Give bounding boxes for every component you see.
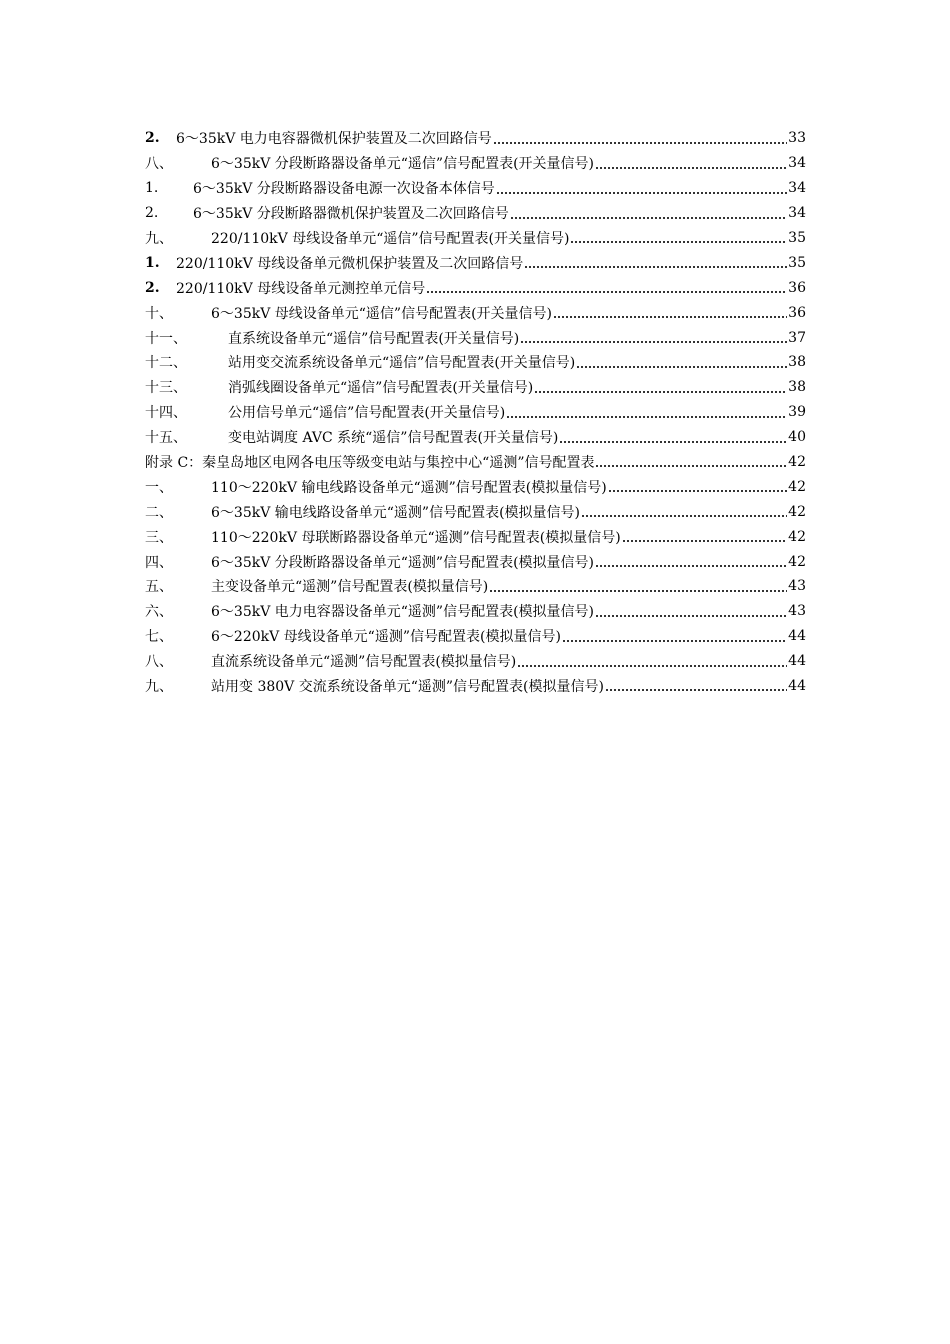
toc-entry-title: 站用变交流系统设备单元“遥信”信号配置表(开关量信号) [228,355,576,372]
toc-entry-page-number: 38 [788,379,806,396]
toc-entry-number: 九、 [145,679,173,696]
toc-entry-page-number: 40 [788,429,806,446]
toc-entry[interactable] [145,350,806,375]
toc-entry-title: 附录 C：秦皇岛地区电网各电压等级变电站与集控中心“遥测”信号配置表 [145,455,595,472]
toc-entry[interactable] [145,325,806,350]
toc-entry[interactable] [145,649,806,674]
toc-entry-number: 三、 [145,529,173,546]
toc-entry-number: 十五、 [145,430,187,447]
toc-entry-title: 主变设备单元“遥测”信号配置表(模拟量信号) [211,579,489,596]
toc-entry-page-number: 42 [788,478,806,495]
dot-leader [570,230,787,244]
toc-entry-title: 6～220kV 母线设备单元“遥测”信号配置表(模拟量信号) [211,629,561,646]
toc-entry-page-number: 42 [788,454,806,471]
toc-entry-title: 变电站调度 AVC 系统“遥信”信号配置表(开关量信号) [228,430,559,447]
toc-entry-title: 6～35kV 电力电容器设备单元“遥测”信号配置表(模拟量信号) [211,604,595,621]
toc-entry-page-number: 42 [788,528,806,545]
toc-entry-number: 十四、 [145,405,187,422]
toc-entry-title: 6～35kV 母线设备单元“遥信”信号配置表(开关量信号) [211,305,553,322]
toc-entry-title: 6～35kV 分段断路器设备单元“遥测”信号配置表(模拟量信号) [211,554,595,571]
toc-entry-number: 十二、 [145,355,187,372]
toc-entry-number: 1. [145,254,160,271]
dot-leader [506,405,787,419]
toc-entry[interactable] [145,275,806,300]
toc-entry[interactable] [145,375,806,400]
toc-entry-page-number: 42 [788,553,806,570]
toc-entry-number: 五、 [145,579,173,596]
dot-leader [559,430,787,444]
toc-entry-page-number: 34 [788,180,806,197]
toc-entry[interactable] [145,176,806,201]
toc-entry[interactable] [145,599,806,624]
dot-leader [489,579,787,593]
toc-entry-title: 220/110kV 母线设备单元测控单元信号 [176,280,426,297]
toc-entry-number: 九、 [145,231,173,247]
dot-leader [562,629,787,643]
toc-entry-page-number: 34 [788,205,806,222]
toc-entry[interactable] [145,300,806,325]
dot-leader [622,529,787,543]
toc-entry[interactable] [145,126,806,151]
toc-entry-page-number: 35 [788,254,806,271]
toc-entry-title: 220/110kV 母线设备单元“遥信”信号配置表(开关量信号) [211,231,570,247]
toc-entry[interactable] [145,400,806,425]
toc-entry-number: 十三、 [145,380,187,397]
toc-entry-number: 二、 [145,504,173,521]
toc-entry-title: 6～35kV 分段断路器设备单元“遥信”信号配置表(开关量信号) [211,156,595,173]
toc-entry-page-number: 33 [788,130,806,147]
toc-entry-page-number: 34 [788,155,806,172]
toc-entry-number: 2. [145,205,159,222]
toc-entry-title: 110～220kV 输电线路设备单元“遥测”信号配置表(模拟量信号) [211,479,607,496]
toc-entry-number: 十、 [145,305,173,322]
toc-entry-page-number: 39 [788,404,806,421]
toc-entry-title: 消弧线圈设备单元“遥信”信号配置表(开关量信号) [228,380,534,397]
toc-entry-number: 一、 [145,479,173,496]
toc-entry-title: 站用变 380V 交流系统设备单元“遥测”信号配置表(模拟量信号) [211,679,604,696]
dot-leader [426,280,787,294]
toc-entry-page-number: 35 [788,230,806,246]
dot-leader [595,454,787,468]
toc-entry-page-number: 42 [788,503,806,520]
dot-leader [553,305,787,319]
toc-entry[interactable] [145,425,806,450]
toc-entry-title: 直流系统设备单元“遥测”信号配置表(模拟量信号) [211,654,517,671]
dot-leader [524,255,787,269]
toc-entry-number: 八、 [145,156,173,173]
dot-leader [581,504,787,518]
toc-entry[interactable] [145,674,806,699]
dot-leader [576,355,787,369]
toc-entry-title: 6～35kV 分段断路器设备电源一次设备本体信号 [193,181,495,198]
toc-entry[interactable] [145,201,806,226]
toc-entry[interactable] [145,549,806,574]
toc-entry-title: 110～220kV 母联断路器设备单元“遥测”信号配置表(模拟量信号) [211,529,621,546]
toc-entry[interactable] [145,151,806,176]
toc-entry[interactable] [145,499,806,524]
toc-entry-number: 四、 [145,554,173,571]
toc-entry[interactable] [145,524,806,549]
dot-leader [595,604,787,618]
toc-entry[interactable] [145,250,806,275]
toc-entry-page-number: 38 [788,354,806,371]
toc-entry-title: 6～35kV 分段断路器微机保护装置及二次回路信号 [193,206,509,223]
dot-leader [595,554,787,568]
toc-entry-number: 八、 [145,654,173,671]
dot-leader [510,206,787,220]
toc-entry[interactable] [145,226,806,251]
toc-entry-page-number: 36 [788,304,806,321]
toc-entry-page-number: 36 [788,279,806,296]
dot-leader [595,156,787,170]
toc-entry[interactable] [145,574,806,599]
dot-leader [605,678,787,692]
toc-entry-title: 220/110kV 母线设备单元微机保护装置及二次回路信号 [176,255,524,272]
dot-leader [608,479,787,493]
dot-leader [520,330,787,344]
toc-entry[interactable] [145,474,806,499]
toc-entry-number: 六、 [145,604,173,621]
dot-leader [534,380,787,394]
toc-entry-number: 2. [145,279,160,296]
toc-entry-title: 6～35kV 电力电容器微机保护装置及二次回路信号 [176,131,492,148]
toc-entry-page-number: 43 [788,578,806,595]
toc-entry-title: 直系统设备单元“遥信”信号配置表(开关量信号) [228,330,520,347]
table-of-contents [145,126,806,698]
toc-entry[interactable] [145,450,806,475]
toc-entry-page-number: 44 [788,678,806,695]
toc-entry-page-number: 44 [788,628,806,645]
dot-leader [517,654,787,668]
toc-entry-page-number: 37 [788,329,806,346]
dot-leader [493,131,787,145]
dot-leader [496,181,787,195]
toc-entry-number: 1. [145,180,159,197]
toc-entry[interactable] [145,624,806,649]
toc-entry-page-number: 43 [788,603,806,620]
toc-entry-title: 6～35kV 输电线路设备单元“遥测”信号配置表(模拟量信号) [211,504,581,521]
toc-entry-number: 2. [145,130,160,147]
toc-entry-number: 七、 [145,629,173,646]
toc-entry-title: 公用信号单元“遥信”信号配置表(开关量信号) [228,405,506,422]
toc-entry-number: 十一、 [145,330,187,347]
toc-entry-page-number: 44 [788,653,806,670]
